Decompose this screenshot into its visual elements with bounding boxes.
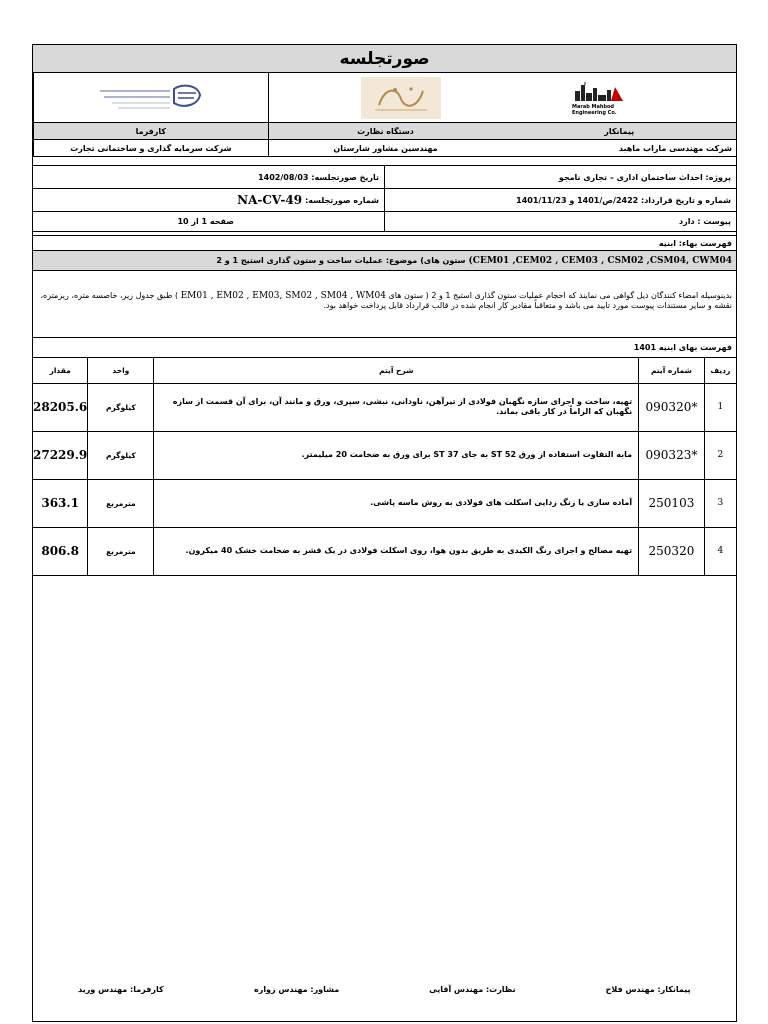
kafarma-value: شرکت سرمایه گذاری و ساختمانی تجارت: [33, 140, 268, 156]
signature-kafarma: کارفرما: مهندس ورید: [78, 985, 164, 994]
contract-info: شماره و تاریخ قرارداد: 2422/ص/1401 و 1401/11/23: [384, 189, 736, 211]
item-code: 250103: [639, 479, 705, 527]
project-row: [33, 166, 736, 189]
subject-row: [33, 251, 736, 271]
peymankar-value: شرکت مهندسی ماراب ماهبد: [618, 143, 732, 153]
contract-row: [33, 189, 736, 212]
nazer-logo-cell: [268, 73, 503, 122]
price-list-year-row: [33, 338, 736, 358]
item-description: تهیه، ساخت و اجرای سازه نگهبان فولادی از تیرآهن، ناودانی، نبشی، سپری، ورق و مانند آن، برای آن قسمت از سازه نگهبان که الزاماً در کار باقی بماند.: [154, 383, 639, 431]
item-quantity: 28205.6: [33, 383, 88, 431]
item-quantity: 363.1: [33, 479, 88, 527]
row-index: 2: [704, 431, 736, 479]
body-paragraph: [33, 271, 736, 338]
subject-columns-label: ستون های): [420, 256, 466, 265]
item-description: آماده سازی یا زنگ زدایی اسکلت های فولادی به روش ماسه پاشی.: [154, 479, 639, 527]
peymankar-logo-line1: Marab Mahbod: [572, 104, 615, 110]
title-bar: [33, 45, 736, 73]
attachment-info: پیوست : دارد: [384, 212, 736, 231]
parties-value-row: [33, 140, 736, 157]
signatures-row: [33, 985, 736, 1001]
nazer-value: مهندسین مشاور شارستان: [268, 140, 503, 156]
item-description: تهیه مصالح و اجرای رنگ الکیدی به طریق بدون هوا، روی اسکلت فولادی در یک قشر به ضخامت خشک 40 میکرون.: [154, 527, 639, 575]
body-line1-b: ) طبق جدول زیر، خاصسه متره،: [71, 291, 179, 300]
page-title: صورتجلسه: [339, 48, 430, 69]
kafarma-header: کارفرما: [33, 123, 268, 139]
logo-row: [33, 73, 736, 123]
peymankar-logo-line2: Engineering Co.: [572, 110, 617, 116]
price-list-year: فهرست بهای ابنیه 1401: [633, 343, 732, 352]
col-code-header: شماره آیتم: [639, 358, 705, 383]
table-header-row: [33, 358, 736, 383]
peymankar-header: پیمانکار: [604, 126, 635, 136]
session-number-label: شماره صورتجلسه:: [305, 195, 379, 205]
body-line1-a: بدینوسیله امضاء کنندگان ذیل گواهی می نمایند که احجام عملیات ستون گذاری استیج 1 و 2 ( ستون های: [388, 291, 732, 300]
session-number: [33, 189, 384, 211]
body-line1-codes: EM01 , EM02 , EM03, SM02 , SM04 , WM04: [180, 291, 386, 301]
item-unit: مترمربع: [88, 479, 154, 527]
items-table: [33, 358, 736, 576]
spacer-row: [33, 157, 736, 166]
item-quantity: 806.8: [33, 527, 88, 575]
row-index: 1: [704, 383, 736, 431]
attachment-row: [33, 212, 736, 232]
table-row: [33, 527, 736, 575]
signature-peymankar: پیمانکار: مهندس فلاح: [605, 985, 691, 994]
item-code: 250320: [639, 527, 705, 575]
item-code: 090320*: [639, 383, 705, 431]
item-quantity: 27229.9: [33, 431, 88, 479]
kafarma-logo: [98, 81, 204, 115]
parties-header-row: [33, 123, 736, 140]
col-qty-header: مقدار: [33, 358, 88, 383]
price-list-row: [33, 236, 736, 251]
peymankar-logo-text: [572, 104, 624, 116]
nazer-logo: [361, 77, 441, 119]
row-index: 4: [704, 527, 736, 575]
session-number-value: NA-CV-49: [237, 193, 303, 207]
item-code: 090323*: [639, 431, 705, 479]
signature-nazarat: نظارت: مهندس آقایی: [429, 985, 516, 994]
item-unit: کیلوگرم: [88, 431, 154, 479]
item-description: مابه التفاوت استفاده از ورق ST 52 به جای ST 37 برای ورق به ضخامت 20 میلیمتر.: [154, 431, 639, 479]
nazer-header: دستگاه نظارت: [268, 123, 503, 139]
item-unit: کیلوگرم: [88, 383, 154, 431]
subject-text: موضوع: عملیات ساخت و ستون گذاری استیج 1 و 2: [216, 256, 418, 265]
table-row: [33, 383, 736, 431]
project-name: پروژه: احداث ساختمان اداری – تجاری نامجو: [384, 166, 736, 188]
body-line2: ریزمتره، نقشه و سایر مستندات پیوست مورد تایید می باشد و متعاقباً مقادیر کار انجام شده در قالب قرارداد قابل پرداخت خواهد بود.: [40, 291, 732, 310]
subject-codes: (CEM01 ,CEM02 , CEM03 , CSM02 ,CSM04, CWM04: [468, 255, 732, 266]
signature-moshaver: مشاور: مهندس زواره: [253, 985, 340, 994]
page-counter: صفحه 1 از 10: [177, 217, 234, 226]
row-index: 3: [704, 479, 736, 527]
col-unit-header: واحد: [88, 358, 154, 383]
session-date: تاریخ صورتجلسه: 1402/08/03: [258, 172, 379, 182]
peymankar-logo-cell: [502, 73, 736, 122]
col-desc-header: شرح آیتم: [154, 358, 639, 383]
kafarma-logo-cell: [33, 73, 268, 122]
price-list-label: فهرست بهاء: ابنیه: [658, 238, 732, 248]
col-idx-header: ردیف: [704, 358, 736, 383]
table-row: [33, 431, 736, 479]
table-row: [33, 479, 736, 527]
item-unit: مترمربع: [88, 527, 154, 575]
minutes-sheet: [32, 44, 737, 1022]
